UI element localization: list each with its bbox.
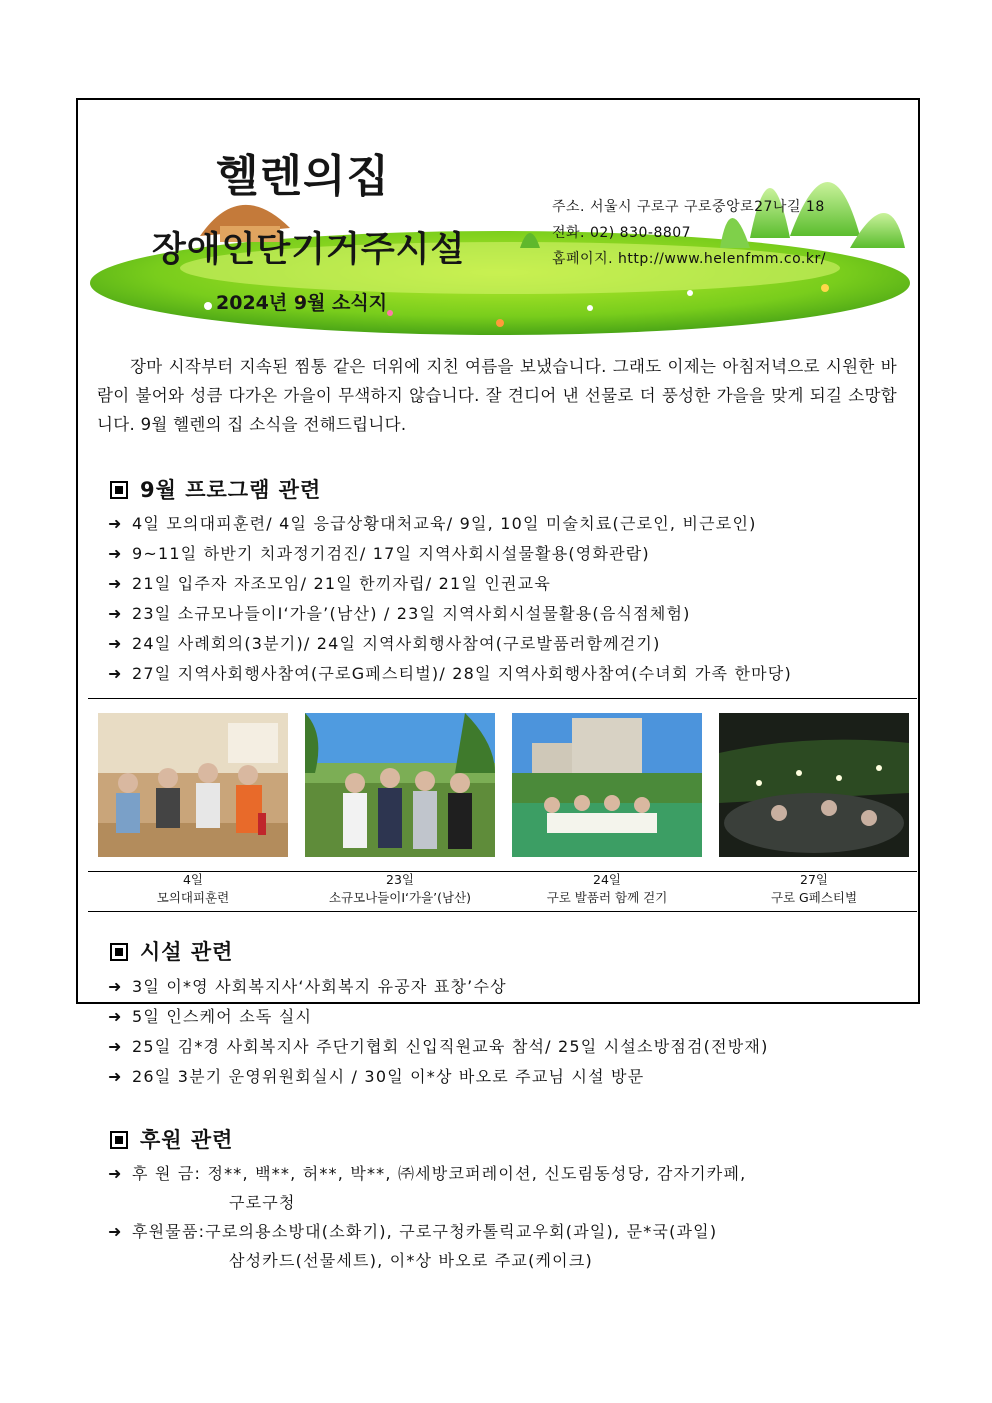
photo-caption: 4일 모의대피훈련	[156, 872, 230, 905]
arrow-icon: ➜	[108, 1164, 123, 1183]
phone: 전화. 02) 830-8807	[552, 225, 692, 241]
arrow-icon: ➜	[108, 514, 123, 533]
list-item: ➜ 21일 입주자 자조모임/ 21일 한끼자립/ 21일 인권교육	[108, 569, 792, 599]
photo-walking-event	[512, 713, 702, 857]
donation-money-cont: 구로구청	[229, 1193, 296, 1212]
program-list	[108, 509, 792, 689]
list-item: ➜ 5일 인스케어 소독 실시	[108, 1002, 769, 1032]
photo-namsan-outing	[305, 713, 495, 857]
photo-g-festival	[719, 713, 909, 857]
address: 주소. 서울시 구로구 구로중앙로27나길 18	[552, 199, 825, 215]
arrow-icon: ➜	[108, 574, 123, 593]
program-heading: 9월 프로그램 관련	[110, 474, 321, 504]
intro-paragraph: 장마 시작부터 지속된 찜통 같은 더위에 지친 여름을 보냈습니다. 그래도 이제는 아침저녁으로 시원한 바람이 불어와 성큼 다가온 가을이 무색하지 않습니다. 잘 견디어 낸 선물로 더 풍성한 가을을 맞게 되길 소망합니다. 9월 헬렌의 집 소식을 전해드립니다.	[97, 357, 897, 434]
arrow-icon: ➜	[108, 977, 123, 996]
arrow-icon: ➜	[108, 1037, 123, 1056]
square-bullet-icon	[110, 481, 128, 499]
list-item: ➜ 24일 사례회의(3분기)/ 24일 지역사회행사참여(구로발품러함께걷기)	[108, 629, 792, 659]
org-subtitle: 장애인단기거주시설	[152, 230, 466, 270]
donation-money	[108, 1159, 746, 1189]
org-name: 헬렌의집	[216, 151, 391, 202]
issue-label: 2024년 9월 소식지	[216, 292, 388, 314]
list-item: ➜ 27일 지역사회행사참여(구로G페스티벌)/ 28일 지역사회행사참여(수녀회 가족 한마당)	[108, 659, 792, 689]
photo-caption: 23일 소규모나들이Ⅰ‘가을’(남산)	[328, 872, 472, 905]
facility-heading: 시설 관련	[110, 936, 233, 966]
arrow-icon: ➜	[108, 1007, 123, 1026]
donation-heading: 후원 관련	[110, 1124, 233, 1154]
photo-evacuation-drill	[98, 713, 288, 857]
donation-goods	[108, 1217, 717, 1247]
donation-money-donors: 정**, 백**, 허**, 박**, ㈜세방코퍼레이션, 신도림동성당, 감자기카페,	[207, 1164, 747, 1183]
list-item: ➜ 9~11일 하반기 치과정기검진/ 17일 지역사회시설물활용(영화관람)	[108, 539, 792, 569]
donation-goods-label: 후원물품:	[132, 1222, 206, 1241]
donation-goods-cont: 삼성카드(선물세트), 이*상 바오로 주교(케이크)	[229, 1251, 593, 1270]
square-bullet-icon	[110, 1131, 128, 1149]
list-item: ➜ 25일 김*경 사회복지사 주단기협회 신입직원교육 참석/ 25일 시설소방점검(전방재)	[108, 1032, 769, 1062]
arrow-icon: ➜	[108, 1067, 123, 1086]
facility-list	[108, 972, 769, 1092]
donation-money-label: 후 원 금:	[132, 1164, 202, 1183]
arrow-icon: ➜	[108, 1222, 123, 1241]
photo-caption: 24일 구로 발품러 함께 걷기	[546, 872, 668, 905]
arrow-icon: ➜	[108, 604, 123, 623]
list-item: ➜ 3일 이*영 사회복지사‘사회복지 유공자 표창’수상	[108, 972, 769, 1002]
divider	[88, 911, 917, 912]
photo-caption: 27일 구로 G페스티벌	[770, 872, 858, 905]
divider	[88, 698, 917, 699]
homepage: 홈페이지. http://www.helenfmm.co.kr/	[552, 251, 826, 267]
list-item: ➜ 4일 모의대피훈련/ 4일 응급상황대처교육/ 9일, 10일 미술치료(근로인, 비근로인)	[108, 509, 792, 539]
donation-goods-donors: 구로의용소방대(소화기), 구로구청카톨릭교우회(과일), 문*국(과일)	[205, 1222, 718, 1241]
arrow-icon: ➜	[108, 634, 123, 653]
list-item: ➜ 26일 3분기 운영위원회실시 / 30일 이*상 바오로 주교님 시설 방문	[108, 1062, 769, 1092]
square-bullet-icon	[110, 943, 128, 961]
list-item: ➜ 23일 소규모나들이Ⅰ‘가을’(남산) / 23일 지역사회시설물활용(음식점체험)	[108, 599, 792, 629]
arrow-icon: ➜	[108, 544, 123, 563]
arrow-icon: ➜	[108, 664, 123, 683]
